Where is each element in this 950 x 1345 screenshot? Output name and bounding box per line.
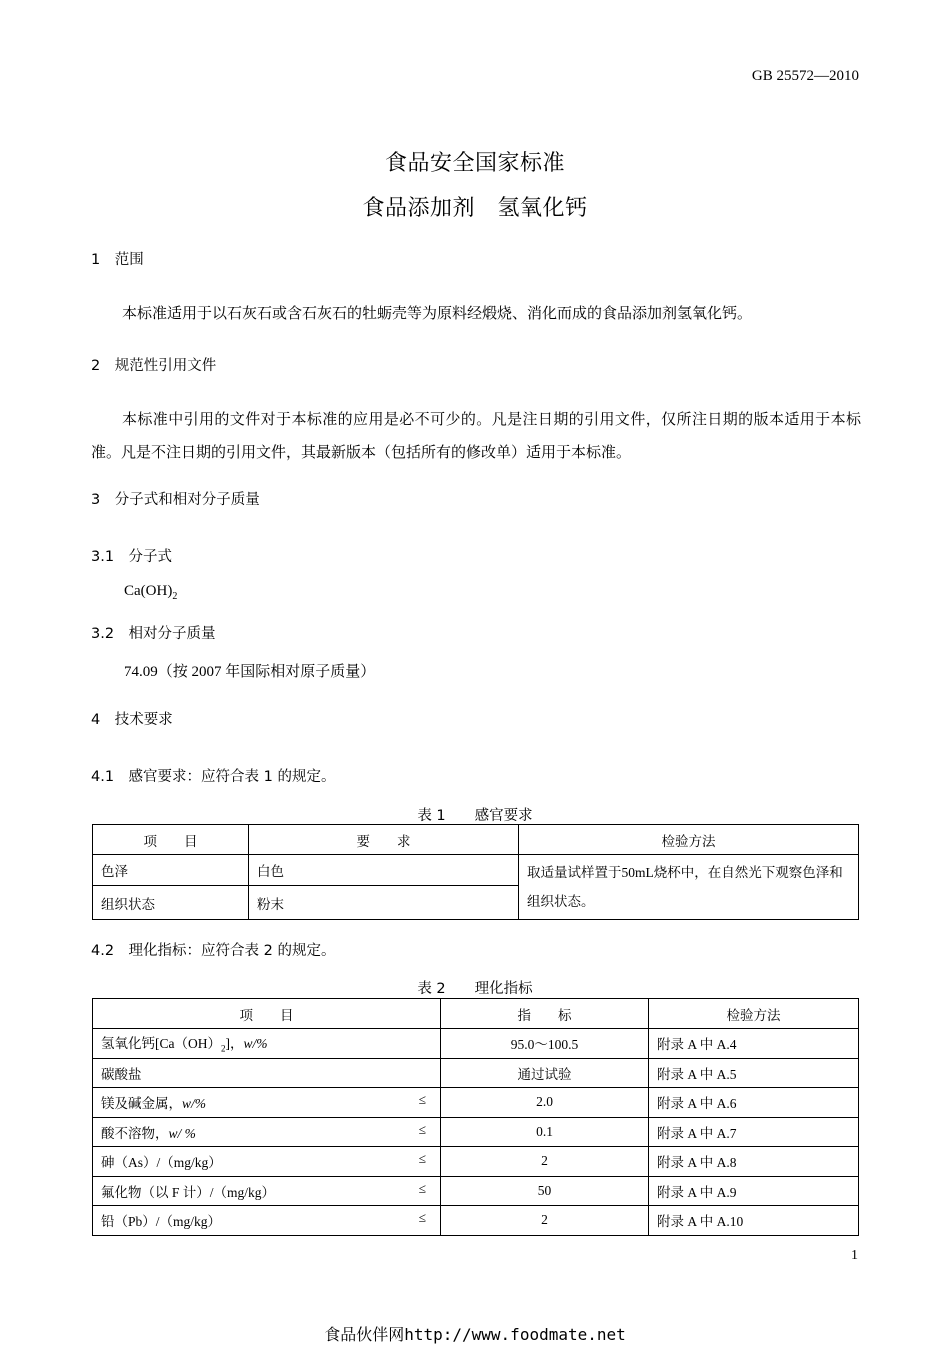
footer-site-name: 食品伙伴网: [324, 1325, 405, 1344]
table-cell: [93, 1206, 441, 1236]
section-4-heading: 4 技术要求: [91, 712, 173, 728]
table-cell: 取适量试样置于50mL烧杯中，在自然光下观察色泽和组织状态。: [519, 855, 859, 920]
formula-base: Ca(OH): [124, 583, 173, 599]
table-2: [92, 998, 859, 1236]
table-cell: [93, 1029, 441, 1059]
table-cell: 附录 A 中 A.8: [649, 1147, 859, 1177]
table-row: [93, 1147, 859, 1177]
table-cell: 通过试验: [441, 1058, 649, 1088]
table-row: [93, 1117, 859, 1147]
item-tail: ]，: [225, 1036, 244, 1052]
table-cell: 附录 A 中 A.5: [649, 1058, 859, 1088]
item-name: 铅（Pb）/（mg/kg）: [101, 1214, 222, 1230]
table-cell: [93, 1176, 441, 1206]
section-1-text: 本标准适用于以石灰石或含石灰石的牡蛎壳等为原料经煅烧、消化而成的食品添加剂氢氧化钙。: [122, 306, 753, 322]
table-row: [93, 999, 859, 1029]
section-2-heading: 2 规范性引用文件: [91, 358, 217, 374]
footer-url: http://www.foodmate.net: [404, 1325, 626, 1344]
table-cell: 2: [441, 1206, 649, 1236]
table-cell: 组织状态: [93, 886, 249, 920]
table-cell: [93, 1058, 441, 1088]
le-sign: ≤: [418, 1121, 426, 1137]
table-cell: [93, 1117, 441, 1147]
section-1-heading: 1 范围: [91, 252, 144, 268]
table-cell: 50: [441, 1176, 649, 1206]
table-row: [93, 1176, 859, 1206]
table-row: [93, 1206, 859, 1236]
table-row: [93, 855, 859, 886]
section-4-2-heading: 4.2 理化指标：应符合表 2 的规定。: [91, 943, 336, 959]
table-cell: 0.1: [441, 1117, 649, 1147]
item-name: 氟化物（以 F 计）/（mg/kg）: [101, 1184, 276, 1200]
section-2-text: 本标准中引用的文件对于本标准的应用是必不可少的。凡是注日期的引用文件，仅所注日期的版本适用于本标准。凡是不注日期的引用文件，其最新版本（包括所有的修改单）适用于本标准。: [91, 412, 861, 461]
table-cell: 95.0～100.5: [441, 1029, 649, 1059]
item-name: 酸不溶物，: [101, 1125, 169, 1141]
item-name: 砷（As）/（mg/kg）: [101, 1155, 222, 1171]
table-2-caption: 表 2 理化指标: [417, 981, 533, 997]
formula-subscript: 2: [172, 591, 178, 602]
table-cell: 附录 A 中 A.7: [649, 1117, 859, 1147]
item-name: 氢氧化钙[Ca（OH）: [101, 1036, 221, 1052]
le-sign: ≤: [418, 1210, 426, 1226]
footer: [0, 1322, 950, 1345]
table-cell: 附录 A 中 A.9: [649, 1176, 859, 1206]
table-header: 项 目: [93, 825, 249, 855]
item-unit: w/%: [243, 1036, 268, 1052]
section-3-heading: 3 分子式和相对分子质量: [91, 492, 260, 508]
table-cell: 2.0: [441, 1088, 649, 1118]
document-title: 食品安全国家标准: [384, 151, 565, 176]
table-1: [92, 824, 859, 920]
molecular-formula: [124, 583, 177, 602]
standard-code: GB 25572—2010: [751, 68, 859, 84]
item-name: 镁及碱金属，: [101, 1096, 182, 1112]
table-header: 检验方法: [519, 825, 859, 855]
item-unit: w/ %: [168, 1125, 196, 1141]
table-cell: 2: [441, 1147, 649, 1177]
table-row: [93, 1088, 859, 1118]
item-subscript: 2: [221, 1044, 226, 1055]
item-unit: w/%: [182, 1096, 207, 1112]
table-cell: 粉末: [249, 886, 519, 920]
table-cell: 附录 A 中 A.4: [649, 1029, 859, 1059]
item-name: 碳酸盐: [101, 1066, 142, 1082]
section-3-1-heading: 3.1 分子式: [91, 549, 173, 565]
table-header: 项 目: [93, 999, 441, 1029]
table-1-caption: 表 1 感官要求: [417, 808, 533, 824]
table-row: [93, 1029, 859, 1059]
le-sign: ≤: [418, 1180, 426, 1196]
table-cell: 白色: [249, 855, 519, 886]
molecular-mass: 74.09（按 2007 年国际相对原子质量）: [124, 664, 376, 680]
table-row: [93, 825, 859, 855]
table-cell: 色泽: [93, 855, 249, 886]
table-header: 指 标: [441, 999, 649, 1029]
document-subtitle: 食品添加剂 氢氧化钙: [362, 196, 588, 221]
page-number: 1: [851, 1248, 858, 1263]
table-cell: [93, 1088, 441, 1118]
table-cell: [93, 1147, 441, 1177]
table-cell: 附录 A 中 A.10: [649, 1206, 859, 1236]
section-4-1-heading: 4.1 感官要求：应符合表 1 的规定。: [91, 769, 336, 785]
table-row: [93, 1058, 859, 1088]
section-3-2-heading: 3.2 相对分子质量: [91, 626, 216, 642]
table-cell: 附录 A 中 A.6: [649, 1088, 859, 1118]
table-header: 检验方法: [649, 999, 859, 1029]
table-header: 要 求: [249, 825, 519, 855]
le-sign: ≤: [418, 1092, 426, 1108]
le-sign: ≤: [418, 1151, 426, 1167]
